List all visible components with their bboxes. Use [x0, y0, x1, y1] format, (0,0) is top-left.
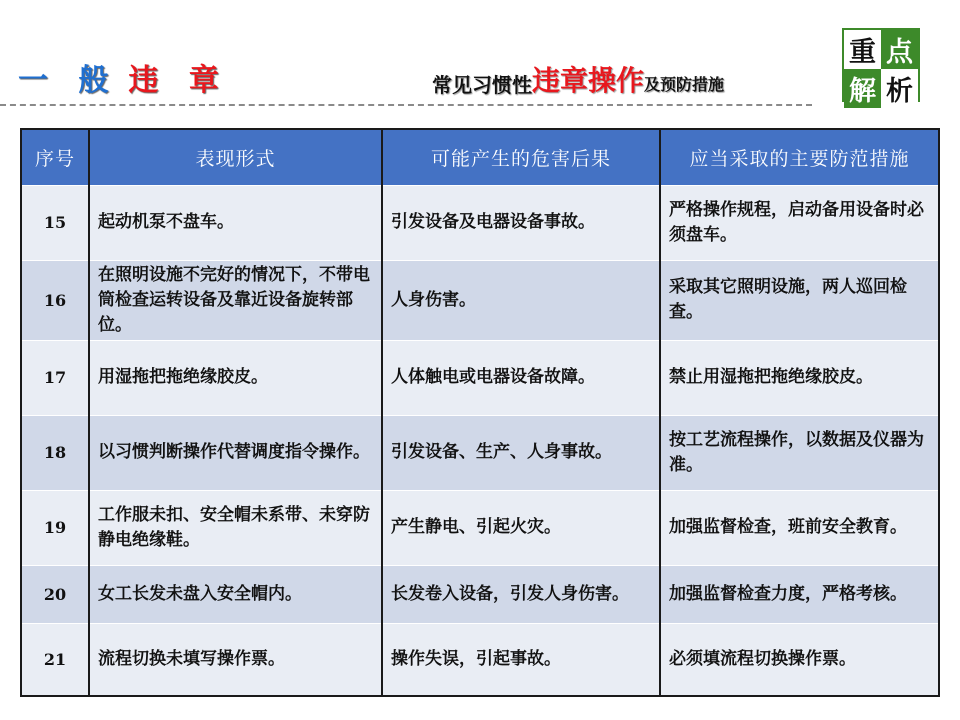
row-harm: 人体触电或电器设备故障。: [382, 340, 660, 415]
row-measure: 必须填流程切换操作票。: [660, 623, 939, 696]
row-form: 以习惯判断操作代替调度指令操作。: [89, 415, 382, 490]
badge-char-2: 点: [881, 30, 918, 69]
row-form: 流程切换未填写操作票。: [89, 623, 382, 696]
row-form: 女工长发未盘入安全帽内。: [89, 565, 382, 623]
row-harm: 长发卷入设备，引发人身伤害。: [382, 565, 660, 623]
header-form: 表现形式: [89, 129, 382, 185]
row-form: 工作服未扣、安全帽未系带、未穿防静电绝缘鞋。: [89, 490, 382, 565]
badge-char-4: 析: [881, 69, 918, 108]
row-no: 16: [21, 260, 89, 340]
row-no: 19: [21, 490, 89, 565]
row-no: 21: [21, 623, 89, 696]
page-subtitle: [432, 60, 724, 98]
row-no: 18: [21, 415, 89, 490]
row-form: 用湿拖把拖绝缘胶皮。: [89, 340, 382, 415]
table-row: [21, 415, 939, 490]
row-measure: 严格操作规程，启动备用设备时必须盘车。: [660, 185, 939, 260]
table-row: [21, 490, 939, 565]
row-measure: 按工艺流程操作，以数据及仪器为准。: [660, 415, 939, 490]
row-no: 15: [21, 185, 89, 260]
row-form: 起动机泵不盘车。: [89, 185, 382, 260]
row-measure: 加强监督检查力度，严格考核。: [660, 565, 939, 623]
title-violation: 违 章: [128, 63, 229, 98]
row-no: 20: [21, 565, 89, 623]
row-harm: 操作失误，引起事故。: [382, 623, 660, 696]
row-harm: 引发设备、生产、人身事故。: [382, 415, 660, 490]
row-measure: 采取其它照明设施，两人巡回检查。: [660, 260, 939, 340]
header-harm: 可能产生的危害后果: [382, 129, 660, 185]
badge-char-3: 解: [844, 69, 881, 108]
row-harm: 产生静电、引起火灾。: [382, 490, 660, 565]
row-no: 17: [21, 340, 89, 415]
row-harm: 引发设备及电器设备事故。: [382, 185, 660, 260]
page-title: [18, 52, 229, 102]
table-row: [21, 340, 939, 415]
header-measure: 应当采取的主要防范措施: [660, 129, 939, 185]
key-analysis-badge: [842, 28, 920, 107]
table-row: [21, 565, 939, 623]
header-divider: [0, 104, 812, 106]
title-general: 一 般: [18, 63, 119, 98]
table-row: [21, 623, 939, 696]
row-measure: 禁止用湿拖把拖绝缘胶皮。: [660, 340, 939, 415]
violations-table: [20, 128, 940, 697]
subtitle-pre: 常见习惯性: [432, 73, 532, 97]
row-harm: 人身伤害。: [382, 260, 660, 340]
subtitle-post: 及预防措施: [644, 75, 725, 94]
table-row: [21, 185, 939, 260]
header-no: 序号: [21, 129, 89, 185]
table-header-row: [21, 129, 939, 185]
subtitle-highlight: 违章操作: [532, 64, 645, 97]
row-measure: 加强监督检查，班前安全教育。: [660, 490, 939, 565]
badge-char-1: 重: [844, 30, 881, 69]
row-form: 在照明设施不完好的情况下，不带电筒检查运转设备及靠近设备旋转部位。: [89, 260, 382, 340]
violations-table-wrap: [20, 128, 938, 695]
table-row: [21, 260, 939, 340]
